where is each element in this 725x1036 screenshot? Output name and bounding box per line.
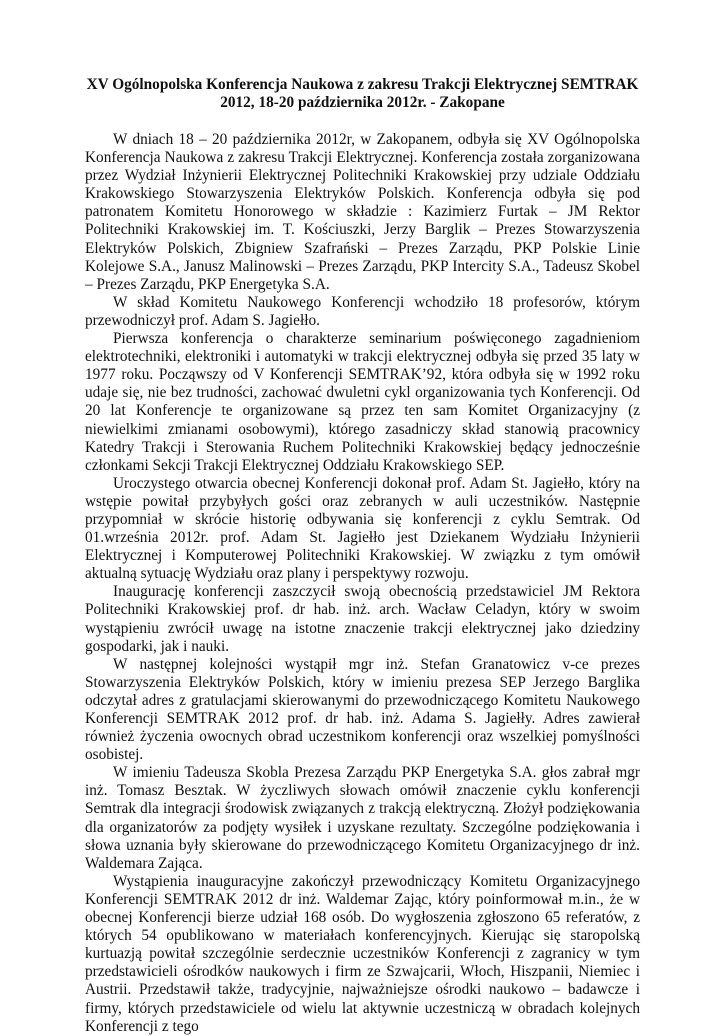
paragraph: W skład Komitetu Naukowego Konferencji wchodziło 18 profesorów, którym przewodniczył prof. Adam S. Jagiełło. — [85, 293, 640, 329]
paragraph: Uroczystego otwarcia obecnej Konferencji dokonał prof. Adam St. Jagiełło, który na wstępie powitał przybyłych gości oraz zebranych w auli uczestników. Następnie przypomniał w skrócie historię odbywania się konferencji z cyklu Semtrak. Od 01.września 2012r. prof. Adam St. Jagiełło jest Dziekanem Wydziału Inżynierii Elektrycznej i Komputerowej Politechniki Krakowskiej. W związku z tym omówił aktualną sytuację Wydziału oraz plany i perspektywy rozwoju. — [85, 474, 640, 583]
document-page — [85, 76, 640, 1036]
paragraph: Wystąpienia inauguracyjne zakończył przewodniczący Komitetu Organizacyjnego Konferencji SEMTRAK 2012 dr inż. Waldemar Zając, który poinformował m.in., że w obecnej Konferencji bierze udział 168 osób. Do wygłoszenia zgłoszono 65 referatów, z których 54 opublikowano w materiałach konferencyjnych. Kierując się staropolską kurtuazją powitał szczególnie serdecznie uczestników Konferencji z zagranicy w tym przedstawicieli ośrodków naukowych i firm ze Szwajcarii, Włoch, Hiszpanii, Niemiec i Austrii. Przedstawił także, tradycyjnie, najważniejsze ośrodki naukowo – badawcze i firmy, których przedstawiciele od wielu lat aktywnie uczestniczą w obradach kolejnych Konferencji z tego — [85, 872, 640, 1035]
paragraph: W imieniu Tadeusza Skobla Prezesa Zarządu PKP Energetyka S.A. głos zabrał mgr inż. Tomasz Besztak. W życzliwych słowach omówił znaczenie cyklu konferencji Semtrak dla integracji środowisk związanych z trakcją elektryczną. Złożył podziękowania dla organizatorów za podjęty wysiłek i uzyskane rezultaty. Szczególne podziękowania i słowa uznania były skierowane do przewodniczącego Komitetu Organizacyjnego dr inż. Waldemara Zająca. — [85, 764, 640, 872]
paragraph: Pierwsza konferencja o charakterze seminarium poświęconego zagadnieniom elektrotechniki, elektroniki i automatyki w trakcji elektrycznej odbyła się przed 35 laty w 1977 roku. Począwszy od V Konferencji SEMTRAK’92, która odbyła się w 1992 roku udaje się, nie bez trudności, zachować dwuletni cykl organizowania tych Konferencji. Od 20 lat Konferencje te organizowane są przez ten sam Komitet Organizacyjny (z niewielkimi zmianami osobowymi), którego zasadniczy skład stanowią pracownicy Katedry Trakcji i Sterowania Ruchem Politechniki Krakowskiej będący jednocześnie członkami Sekcji Trakcji Elektrycznej Oddziału Krakowskiego SEP. — [85, 330, 640, 474]
paragraph: Inaugurację konferencji zaszczycił swoją obecnością przedstawiciel JM Rektora Politechniki Krakowskiej prof. dr hab. inż. arch. Wacław Celadyn, który w swoim wystąpieniu zwrócił uwagę na istotne znaczenie trakcji elektrycznej jako dziedziny gospodarki, jak i nauki. — [85, 583, 640, 655]
paragraph: W następnej kolejności wystąpił mgr inż. Stefan Granatowicz v-ce prezes Stowarzyszenia Elektryków Polskich, który w imieniu prezesa SEP Jerzego Barglika odczytał adres z gratulacjami skierowanymi do przewodniczącego Komitetu Naukowego Konferencji SEMTRAK 2012 prof. dr hab. inż. Adama S. Jagiełły. Adres zawierał również życzenia owocnych obrad uczestnikom konferencji oraz wszelkiej pomyślności osobistej. — [85, 655, 640, 764]
document-title — [85, 76, 640, 112]
paragraph: W dniach 18 – 20 października 2012r, w Zakopanem, odbyła się XV Ogólnopolska Konferencja Naukowa z zakresu Trakcji Elektrycznej. Konferencja została zorganizowana przez Wydział Inżynierii Elektrycznej Politechniki Krakowskiej przy udziale Oddziału Krakowskiego Stowarzyszenia Elektryków Polskich. Konferencja odbyła się pod patronatem Komitetu Honorowego w składzie : Kazimierz Furtak – JM Rektor Politechniki Krakowskiej im. T. Kościuszki, Jerzy Barglik – Prezes Stowarzyszenia Elektryków Polskich, Zbigniew Szafrański – Prezes Zarządu, PKP Polskie Linie Kolejowe S.A., Janusz Malinowski – Prezes Zarządu, PKP Intercity S.A., Tadeusz Skobel – Prezes Zarządu, PKP Energetyka S.A. — [85, 131, 640, 293]
title-line-1: XV Ogólnopolska Konferencja Naukowa z zakresu Trakcji Elektrycznej SEMTRAK — [86, 76, 639, 93]
title-line-2: 2012, 18-20 października 2012r. - Zakopane — [220, 94, 505, 111]
